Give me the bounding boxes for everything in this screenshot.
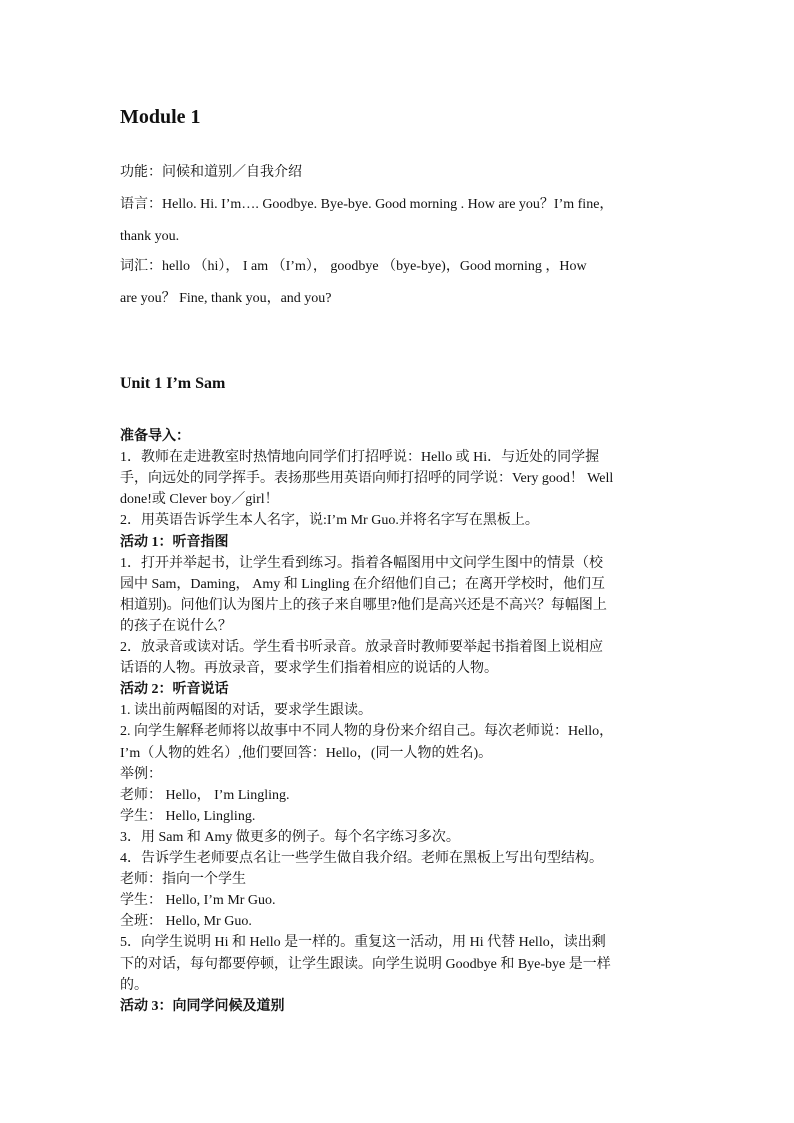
section-heading: 活动 3：向同学问候及道别 [120, 998, 285, 1014]
body-text-line: 5．向学生说明 Hi 和 Hello 是一样的。重复这一活动，用 Hi 代替 Hello，读出剩 [120, 935, 606, 951]
body-text-line: 3．用 Sam 和 Amy 做更多的例子。每个名字练习多次。 [120, 829, 460, 845]
section-heading: 活动 2：听音说话 [120, 682, 229, 698]
body-text-line: 学生： Hello, Lingling. [120, 808, 256, 824]
body-text-line: 的。 [120, 977, 148, 993]
language-line-continued: thank you. [120, 229, 180, 244]
body-text-line: 全班： Hello, Mr Guo. [120, 914, 252, 930]
vocabulary-line: 词汇：hello （hi）， I am （I’m）， goodbye （bye-bye)，Good morning ，How [120, 259, 587, 274]
section-heading: 准备导入： [120, 429, 190, 444]
body-text-line: 下的对话，每句都要停顿，让学生跟读。向学生说明 Goodbye 和 Bye-bye 是一样 [120, 956, 611, 972]
body-text-line: 手，向远处的同学挥手。表扬那些用英语向师打招呼的同学说：Very good！ Well [120, 471, 614, 487]
body-text-line: 4．告诉学生老师要点名让一些学生做自我介绍。老师在黑板上写出句型结构。 [120, 851, 603, 866]
body-text-line: 老师：指向一个学生 [120, 872, 246, 888]
body-text-line: 学生： Hello, I’m Mr Guo. [120, 893, 276, 909]
body-text-line: 园中 Sam，Daming， Amy 和 Lingling 在介绍他们自己；在离开学校时，他们互 [120, 576, 605, 592]
body-text-line: 1．打开并举起书，让学生看到练习。指着各幅图用中文问学生图中的情景（校 [120, 555, 603, 571]
body-text-line: 举例： [120, 766, 162, 782]
body-text-line: done!或 Clever boy／girl！ [120, 492, 279, 508]
body-text-line: 老师： Hello， I’m Lingling. [120, 787, 290, 803]
body-text-line: 话语的人物。再放录音，要求学生们指着相应的说话的人物。 [120, 661, 498, 677]
body-text-line: 2．用英语告诉学生本人名字，说:I’m Mr Guo.并将名字写在黑板上。 [120, 513, 539, 529]
body-text-line: 1. 读出前两幅图的对话，要求学生跟读。 [120, 703, 372, 719]
vocabulary-line-continued: are you？ Fine, thank you，and you? [120, 291, 332, 306]
body-text-line: I’m（人物的姓名）,他们要回答：Hello，(同一人物的姓名)。 [120, 745, 493, 761]
module-title: Module 1 [120, 106, 201, 128]
body-text-line: 相道别)。问他们认为图片上的孩子来自哪里?他们是高兴还是不高兴？每幅图上 [120, 597, 607, 613]
section-heading: 活动 1：听音指图 [120, 534, 229, 550]
body-text-line: 1．教师在走进教室时热情地向同学们打招呼说：Hello 或 Hi．与近处的同学握 [120, 450, 600, 466]
function-line: 功能：问候和道别／自我介绍 [120, 165, 302, 180]
body-text-line: 的孩子在说什么？ [120, 618, 232, 634]
language-line: 语言：Hello. Hi. I’m…. Goodbye. Bye-bye. Good morning . How are you？I’m fine， [120, 197, 614, 212]
body-text-line: 2．放录音或读对话。学生看书听录音。放录音时教师要举起书指着图上说相应 [120, 640, 603, 655]
body-text-line: 2. 向学生解释老师将以故事中不同人物的身份来介绍自己。每次老师说：Hello， [120, 724, 614, 740]
unit-title: Unit 1 I’m Sam [120, 375, 226, 392]
